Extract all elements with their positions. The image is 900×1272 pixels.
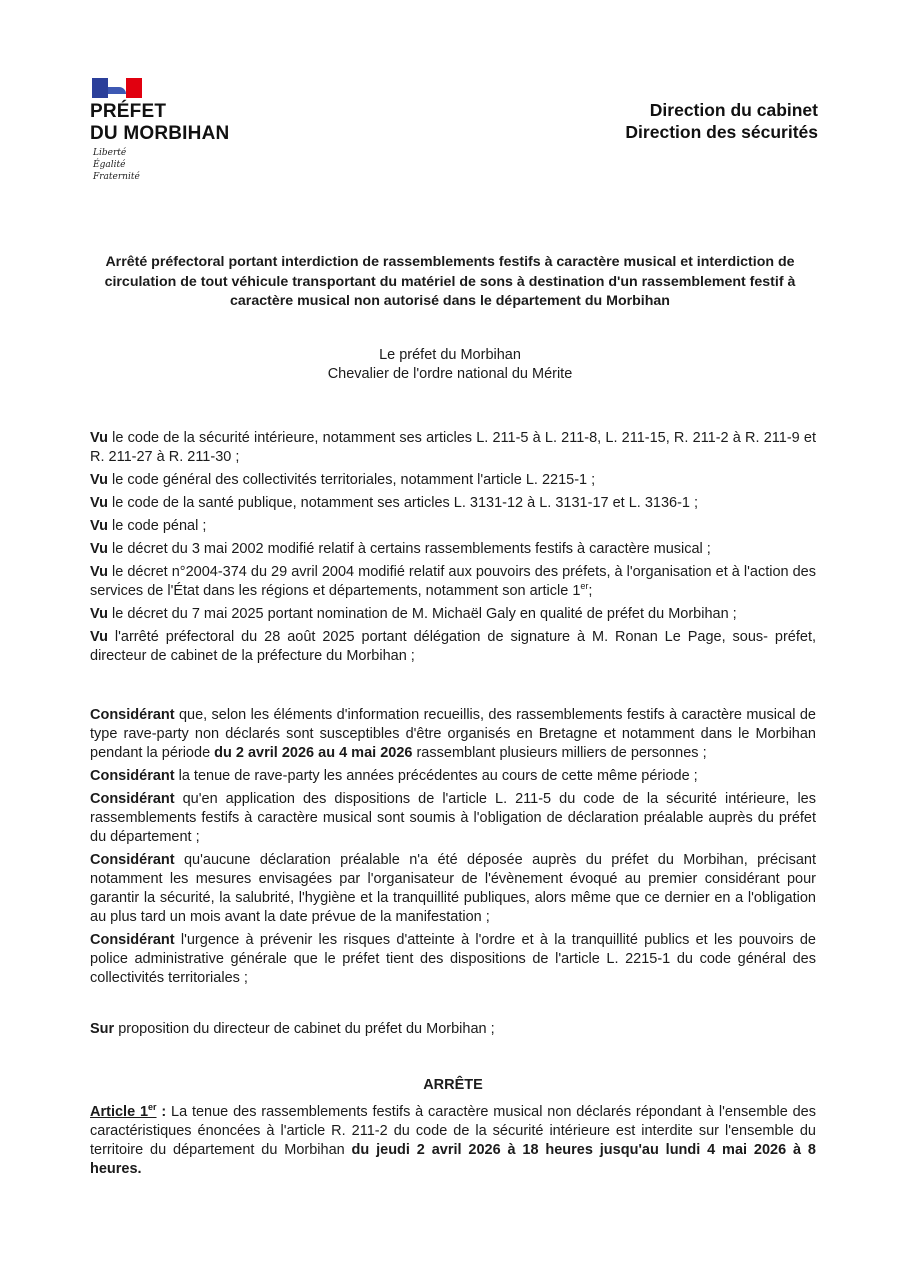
prefecture-name (90, 101, 229, 145)
prefecture-name-line1: PRÉFET (90, 101, 167, 122)
visa-item: Vu l'arrêté préfectoral du 28 août 2025 portant délégation de signature à M. Ronan Le Page, sous- préfet, directeur de cabinet de la préfecture du Morbihan ; (90, 629, 816, 664)
republic-motto (93, 147, 140, 183)
considerant-item: Considérant qu'aucune déclaration préalable n'a été déposée auprès du préfet du Morbihan, précisant notamment les mesures envisagées par l'organisateur de l'évènement évoqué au premier considérant pour garantir la sécurité, la salubrité, l'hygiène et la tranquillité publiques, alors même que ce dernier en a l'obligation au plus tard un mois avant la date prévue de la manifestation ; (90, 852, 816, 925)
visa-item: Vu le décret n°2004-374 du 29 avril 2004 modifié relatif aux pouvoirs des préfets, à l'organisation et à l'action des services de l'État dans les régions et départements, notamment son article 1er; (90, 564, 816, 599)
considerant-item: Considérant l'urgence à prévenir les risques d'atteinte à l'ordre et à la tranquillité publics et les pouvoirs de police administrative générale que le préfet tient des dispositions de l'article L. 2215-1 du code général des collectivités territoriales ; (90, 932, 816, 986)
proposition-line: Sur proposition du directeur de cabinet du préfet du Morbihan ; (90, 1021, 495, 1037)
considerant-item: Considérant que, selon les éléments d'information recueillis, des rassemblements festifs à caractère musical de type rave-party non déclarés sont susceptibles d'être organisés en Bretagne et notamment dans le Morbihan pendant la période du 2 avril 2026 au 4 mai 2026 rassemblant plusieurs milliers de personnes ; (90, 707, 816, 761)
prefect-block (90, 346, 810, 384)
visas-list (90, 429, 816, 670)
prefect-line2: Chevalier de l'ordre national du Mérite (327, 366, 573, 382)
direction-line2: Direction des sécurités (625, 122, 818, 142)
motto-egalite: Égalité (93, 160, 126, 170)
visa-item: Vu le décret du 3 mai 2002 modifié relatif à certains rassemblements festifs à caractère musical ; (90, 541, 711, 557)
visa-item: Vu le code de la sécurité intérieure, notamment ses articles L. 211-5 à L. 211-8, L. 211-15, R. 211-2 à R. 211-9 et R. 211-27 à R. 211-30 ; (90, 430, 816, 465)
document-title: Arrêté préfectoral portant interdiction de rassemblements festifs à caractère musical et interdiction de circulation de tout véhicule transportant du matériel de sons à destination d'un rassemblement festif à caractère musical non autorisé dans le département du Morbihan (104, 254, 796, 309)
considerant-item: Considérant qu'en application des dispositions de l'article L. 211-5 du code de la sécurité intérieure, les rassemblements festifs à caractère musical sont soumis à l'obligation de déclaration préalable auprès du préfet du département ; (90, 791, 816, 845)
prefect-line1: Le préfet du Morbihan (379, 347, 521, 363)
visa-item: Vu le code général des collectivités territoriales, notamment l'article L. 2215-1 ; (90, 472, 596, 488)
considerants-list (90, 706, 816, 992)
article-1: Article 1er : La tenue des rassemblements festifs à caractère musical non déclarés répondant à l'ensemble des caractéristiques énoncées à l'article R. 211-2 du code de la sécurité intérieure est interdite sur l'ensemble du territoire du département du Morbihan du jeudi 2 avril 2026 à 18 heures jusqu'au lundi 4 mai 2026 à 8 heures. (90, 1102, 816, 1177)
direction-line1: Direction du cabinet (649, 100, 818, 120)
motto-fraternite: Fraternité (93, 172, 140, 182)
visa-item: Vu le code pénal ; (90, 518, 207, 534)
arrete-heading: ARRÊTE (423, 1077, 483, 1093)
marianne-logo-icon (92, 78, 142, 98)
visa-item: Vu le décret du 7 mai 2025 portant nomination de M. Michaël Galy en qualité de préfet du Morbihan ; (90, 606, 737, 622)
article-1-label: Article 1er (90, 1102, 157, 1120)
visa-item: Vu le code de la santé publique, notamment ses articles L. 3131-12 à L. 3131-17 et L. 3136-1 ; (90, 495, 699, 511)
prefecture-name-line2: DU MORBIHAN (90, 123, 230, 144)
direction-header (625, 99, 818, 143)
motto-liberte: Liberté (93, 148, 127, 158)
considerant-item: Considérant la tenue de rave-party les années précédentes au cours de cette même période ; (90, 768, 698, 784)
